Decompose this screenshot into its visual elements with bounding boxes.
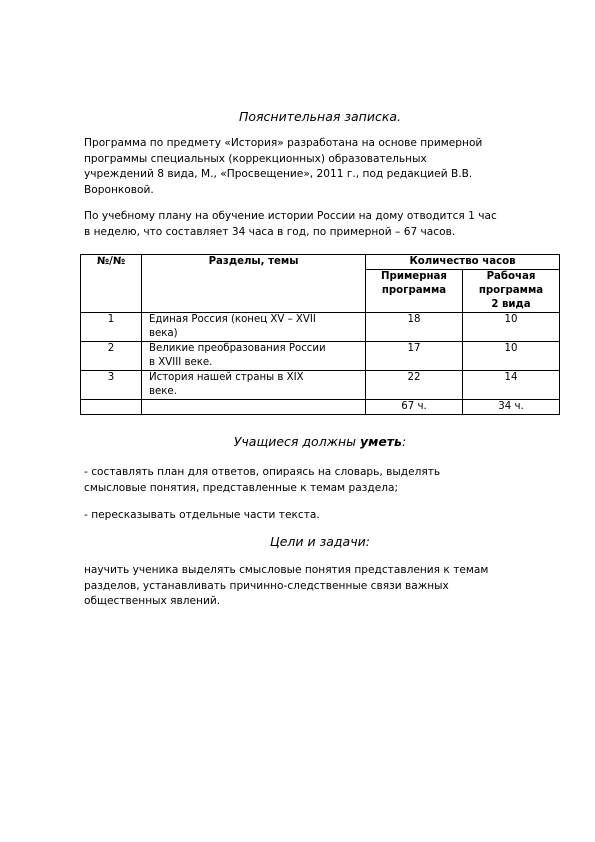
table-header-row [81, 255, 560, 270]
row-title [142, 342, 366, 371]
skills-heading-suffix: : [401, 434, 407, 449]
skills-heading-prefix: Учащиеся должны [233, 434, 360, 449]
plan-line: По учебному плану на обучение истории России на дому отводится 1 час [84, 210, 497, 222]
skills-line: - составлять план для ответов, опираясь на словарь, выделять [84, 466, 441, 478]
table-total-row [81, 400, 560, 415]
row-number: 2 [81, 342, 142, 371]
total-number-cell [81, 400, 142, 415]
row-title-line: века) [149, 328, 178, 339]
intro-line: Программа по предмету «История» разработана на основе примерной [84, 137, 483, 149]
page-title: Пояснительная записка. [238, 109, 402, 124]
row-work-hours: 10 [463, 313, 560, 342]
header-work-line: 2 вида [491, 299, 531, 310]
row-sample-hours: 22 [366, 371, 463, 400]
goals-line: научить ученика выделять смысловые понятия представления к темам [84, 564, 489, 576]
plan-line: в неделю, что составляет 34 часа в год, по примерной – 67 часов. [84, 225, 456, 238]
goals-line: разделов, устанавливать причинно-следственные связи важных [84, 579, 449, 592]
header-work-program [463, 270, 560, 313]
table-row [81, 313, 560, 342]
intro-line: Воронковой. [84, 183, 154, 196]
header-sample-program [366, 270, 463, 313]
skills-item [84, 465, 564, 496]
total-work-hours: 34 ч. [463, 400, 560, 415]
row-title-line: Единая Россия (конец XV – XVII [149, 314, 316, 325]
header-sample-line: Примерная [381, 271, 447, 282]
row-title-line: История нашей страны в XIX [149, 372, 304, 383]
goals-heading: Цели и задачи: [270, 534, 370, 549]
skills-heading-bold: уметь [359, 434, 402, 449]
intro-line: учреждений 8 вида, М., «Просвещение», 2011 г., под редакцией В.В. [84, 168, 473, 180]
goals-line: общественных явлений. [84, 595, 221, 607]
table-row [81, 342, 560, 371]
row-title-line: веке. [149, 386, 177, 397]
header-sections: Разделы, темы [142, 255, 366, 313]
row-title-line: в XVIII веке. [149, 357, 213, 368]
table-row [81, 371, 560, 400]
intro-line: программы специальных (коррекционных) образовательных [84, 152, 427, 165]
goals-paragraph [84, 563, 564, 610]
row-title [142, 371, 366, 400]
header-work-line: Рабочая [486, 271, 536, 282]
total-title-cell [142, 400, 366, 415]
header-number: №/№ [81, 255, 142, 313]
skills-line: - пересказывать отдельные части текста. [84, 509, 320, 521]
row-number: 1 [81, 313, 142, 342]
plan-paragraph [84, 209, 564, 240]
row-title [142, 313, 366, 342]
header-hours: Количество часов [366, 255, 560, 270]
row-work-hours: 10 [463, 342, 560, 371]
row-number: 3 [81, 371, 142, 400]
skills-item [84, 508, 564, 524]
header-sample-line: программа [381, 285, 447, 296]
total-sample-hours: 67 ч. [366, 400, 463, 415]
row-sample-hours: 17 [366, 342, 463, 371]
row-work-hours: 14 [463, 371, 560, 400]
skills-line: смысловые понятия, представленные к темам раздела; [84, 481, 399, 494]
intro-paragraph [84, 136, 564, 198]
skills-heading [80, 434, 560, 450]
header-work-line: программа [478, 285, 544, 296]
row-sample-hours: 18 [366, 313, 463, 342]
row-title-line: Великие преобразования России [149, 343, 326, 354]
hours-table [80, 254, 560, 415]
